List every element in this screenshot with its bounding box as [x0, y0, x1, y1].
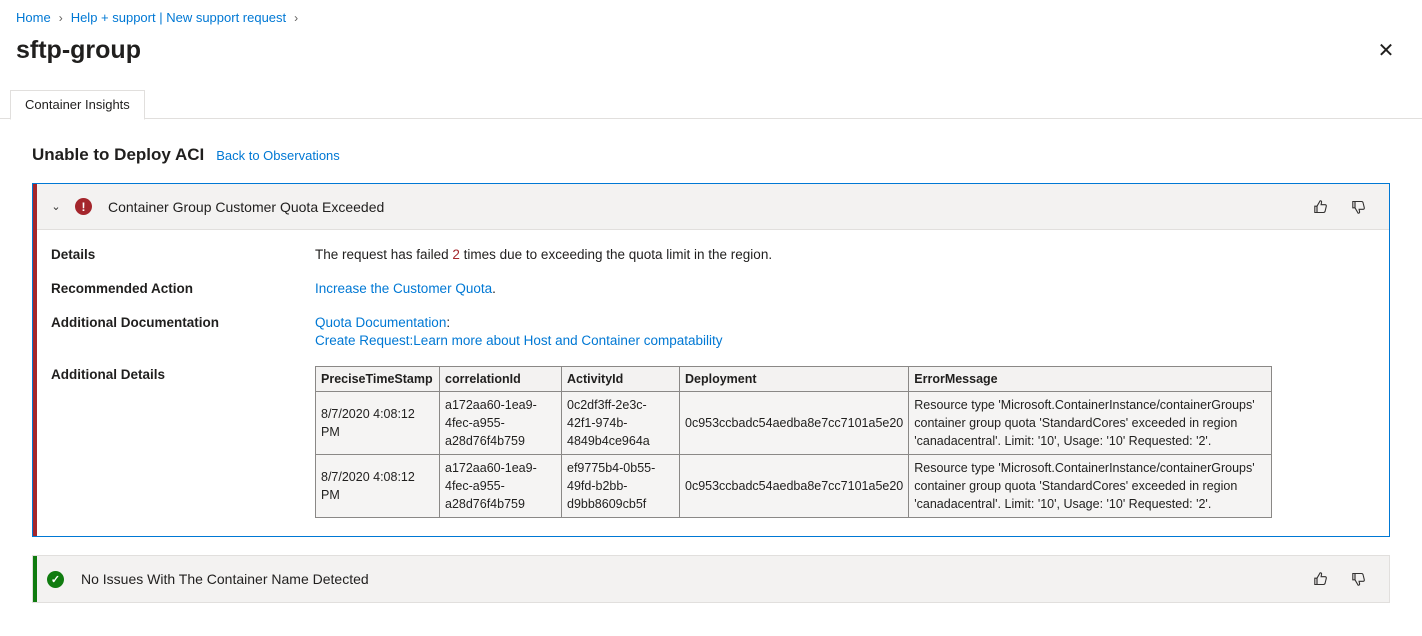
back-to-observations-link[interactable]: Back to Observations — [216, 148, 340, 163]
section-header — [0, 119, 1422, 165]
doc-colon: : — [446, 315, 451, 330]
column-header-correlation-id: correlationId — [440, 367, 562, 392]
cell-deployment: 0c953ccbadc54aedba8e7cc7101a5e20 — [680, 392, 909, 455]
thumbs-down-icon[interactable] — [1349, 197, 1369, 217]
recommended-period: . — [492, 281, 496, 296]
breadcrumb-separator-icon: › — [58, 10, 63, 25]
row-additional-details — [33, 366, 1389, 518]
column-header-error-message: ErrorMessage — [909, 367, 1272, 392]
page-title: sftp-group — [16, 36, 141, 64]
recommended-action-value — [315, 280, 1389, 298]
card-body — [33, 230, 1389, 536]
card-title: Container Group Customer Quota Exceeded — [108, 198, 385, 215]
cell-error-message: Resource type 'Microsoft.ContainerInstance/containerGroups' container group quota 'StandardCores' exceeded in region 'canadacentral'. Limit: '10', Usage: '10' Requested: '2'. — [909, 392, 1272, 455]
card-header[interactable] — [33, 184, 1389, 230]
increase-quota-link[interactable]: Increase the Customer Quota — [315, 281, 493, 296]
breadcrumb-item-home[interactable]: Home — [16, 10, 51, 25]
cell-deployment: 0c953ccbadc54aedba8e7cc7101a5e20 — [680, 455, 909, 518]
create-request-link[interactable]: Create Request:Learn more about Host and Container compatability — [315, 333, 723, 348]
tab-container-insights[interactable]: Container Insights — [10, 90, 145, 120]
close-icon[interactable]: ✕ — [1372, 37, 1400, 65]
breadcrumb-item-support-request[interactable]: Help + support | New support request — [70, 10, 287, 25]
success-icon: ✓ — [47, 571, 64, 588]
additional-details-value — [315, 366, 1389, 518]
cell-activity-id: ef9775b4-0b55-49fd-b2bb-d9bb8609cb5f — [562, 455, 680, 518]
table-header-row — [316, 367, 1272, 392]
card-title: No Issues With The Container Name Detected — [81, 571, 369, 587]
cell-precise-timestamp: 8/7/2020 4:08:12 PM — [316, 392, 440, 455]
thumbs-up-icon[interactable] — [1311, 197, 1331, 217]
breadcrumb — [0, 0, 1422, 29]
cell-correlation-id: a172aa60-1ea9-4fec-a955-a28d76f4b759 — [440, 392, 562, 455]
create-request-line — [315, 332, 1389, 350]
section-title: Unable to Deploy ACI — [32, 145, 205, 164]
cell-correlation-id: a172aa60-1ea9-4fec-a955-a28d76f4b759 — [440, 455, 562, 518]
failure-count: 2 — [452, 247, 460, 262]
breadcrumb-separator-icon-2: › — [294, 10, 299, 25]
cell-activity-id: 0c2df3ff-2e3c-42f1-974b-4849b4ce964a — [562, 392, 680, 455]
recommended-action-label: Recommended Action — [51, 281, 194, 296]
title-row — [0, 29, 1422, 67]
additional-documentation-label: Additional Documentation — [51, 315, 219, 330]
details-text-before: The request has failed — [315, 247, 449, 262]
insight-card-quota-exceeded — [32, 183, 1390, 537]
column-header-precise-timestamp: PreciseTimeStamp — [316, 367, 440, 392]
insight-card-container-name-ok — [32, 555, 1390, 603]
thumbs-down-icon[interactable] — [1349, 569, 1369, 589]
row-recommended-action — [33, 280, 1389, 298]
feedback-controls — [1311, 197, 1377, 217]
additional-details-label: Additional Details — [51, 367, 166, 382]
table-row — [316, 455, 1272, 518]
column-header-deployment: Deployment — [680, 367, 909, 392]
chevron-down-icon[interactable]: ⌄ — [51, 201, 61, 213]
tab-bar — [0, 89, 1422, 119]
row-details — [33, 246, 1389, 264]
cell-error-message: Resource type 'Microsoft.ContainerInstance/containerGroups' container group quota 'StandardCores' exceeded in region 'canadacentral'. Limit: '10', Usage: '10' Requested: '2'. — [909, 455, 1272, 518]
error-icon: ! — [75, 198, 92, 215]
column-header-activity-id: ActivityId — [562, 367, 680, 392]
details-text-after: times due to exceeding the quota limit in the region. — [463, 247, 773, 262]
table-row — [316, 392, 1272, 455]
row-additional-documentation — [33, 314, 1389, 350]
feedback-controls — [1311, 569, 1377, 589]
card-header[interactable] — [33, 556, 1389, 602]
thumbs-up-icon[interactable] — [1311, 569, 1331, 589]
details-value — [315, 246, 1389, 264]
details-label: Details — [51, 247, 96, 262]
additional-documentation-value — [315, 314, 1389, 350]
quota-documentation-link[interactable]: Quota Documentation — [315, 315, 447, 330]
quota-documentation-line — [315, 314, 1389, 332]
additional-details-table — [315, 366, 1272, 518]
cell-precise-timestamp: 8/7/2020 4:08:12 PM — [316, 455, 440, 518]
